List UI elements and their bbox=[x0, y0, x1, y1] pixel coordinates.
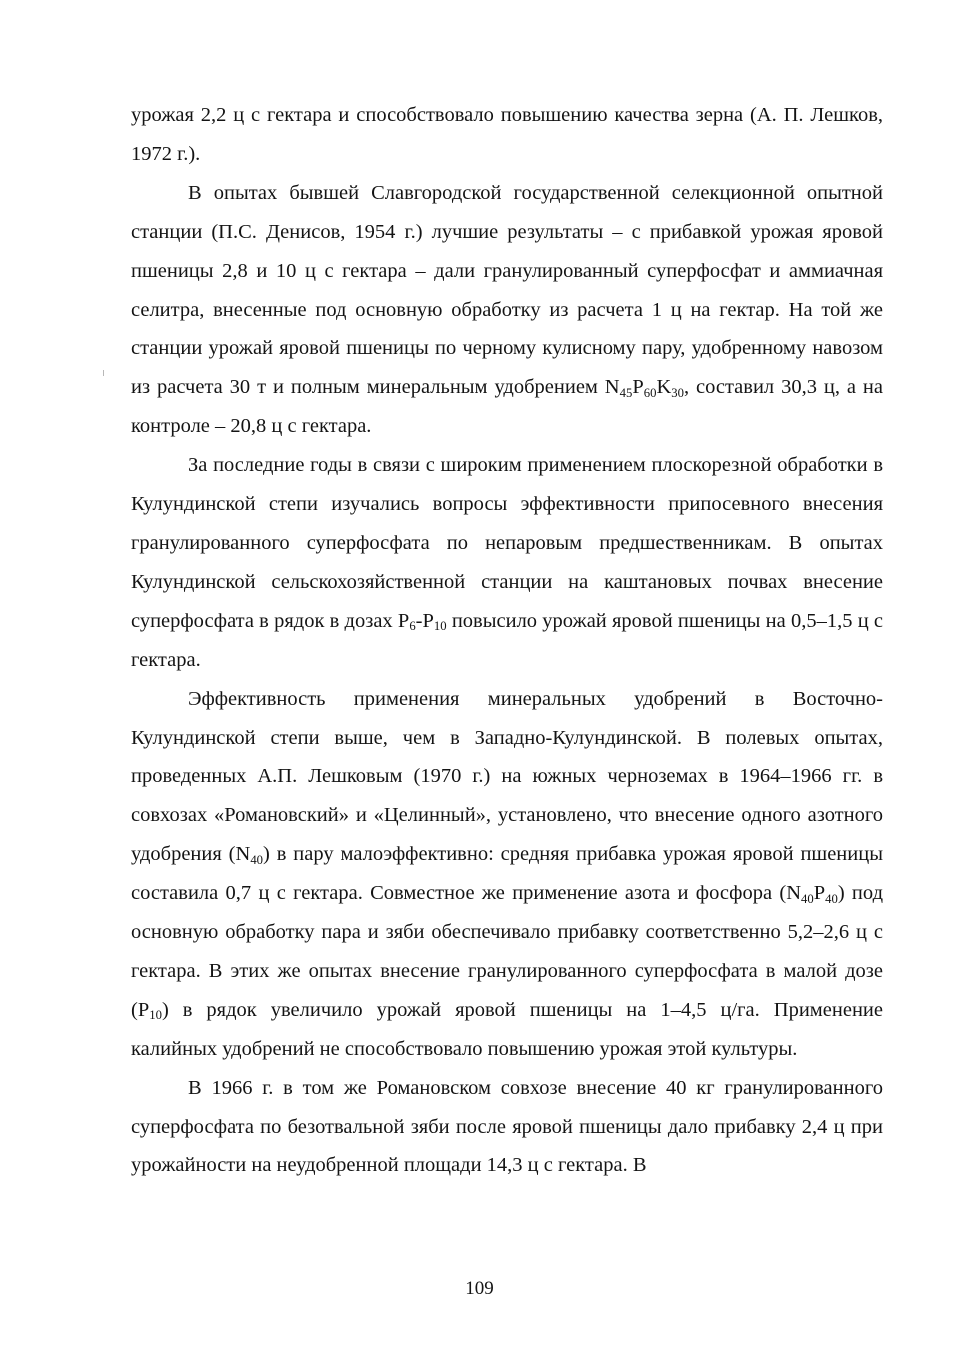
subscript: 10 bbox=[433, 619, 447, 634]
paragraph-3 bbox=[131, 446, 883, 679]
paragraph-1 bbox=[131, 96, 883, 174]
subscript: 45 bbox=[619, 385, 633, 400]
paragraph-4 bbox=[131, 680, 883, 1069]
text-run: , составил 30,3 ц, а на контроле – 20,8 ц с гектара. bbox=[131, 376, 883, 438]
text-run: урожая 2,2 ц с гектара и способствовало повышению качества зерна (А. П. Лешков, 1972 г.). bbox=[131, 104, 883, 165]
text-run: Эффективность применения минеральных удобрений в Восточно-Кулундинской степи выше, чем в Западно-Кулундинской. В полевых опытах, проведенных А.П. Лешковым (1970 г.) на южных черноземах в 1964–1966 гг. в совхозах «Романовский» и «Целинный», установлено, что внесение одного азотного удобрения (N bbox=[131, 687, 883, 866]
page-number: 109 bbox=[465, 1278, 494, 1299]
subscript: 60 bbox=[643, 385, 657, 400]
text-run: -P bbox=[415, 609, 434, 632]
scan-margin-mark bbox=[103, 370, 104, 376]
text-run: P bbox=[632, 376, 644, 399]
subscript: 30 bbox=[671, 385, 684, 400]
subscript: 40 bbox=[250, 852, 264, 867]
text-run: В опытах бывшей Славгородской государственной селекционной опытной станции (П.С. Денисов, 1954 г.) лучшие результаты – с прибавкой урожая яровой пшеницы 2,8 и 10 ц с гектара – дали гранулированный суперфосфат и аммиачная селитра, внесенные под основную обработку из расчета 1 ц на гектар. На той же станции урожай яровой пшеницы по черному кулисному пару, удобренному навозом из расчета 30 т и полным минеральным удобрением N bbox=[131, 181, 883, 399]
text-run: За последние годы в связи с широким применением плоскорезной обработки в Кулундинской степи изучались вопросы эффективности припосевного внесения гранулированного суперфосфата по непаровым предшественникам. В опытах Кулундинской сельскохозяйственной станции на каштановых почвах внесение суперфосфата в рядок в дозах P bbox=[131, 454, 883, 632]
text-run: В 1966 г. в том же Романовском совхозе внесение 40 кг гранулированного суперфосфата по безотвальной зяби после яровой пшеницы дало прибавку 2,4 ц при урожайности на неудобренной площади 14,3 ц с гектара. В bbox=[131, 1076, 883, 1177]
subscript: 40 bbox=[801, 891, 814, 906]
subscript: 10 bbox=[149, 1008, 162, 1023]
text-run: ) в пару малоэффективно: средняя прибавка урожая яровой пшеницы составила 0,7 ц с гектара. Совместное же применение азота и фосфора (N bbox=[131, 843, 883, 905]
paragraph-5 bbox=[131, 1069, 883, 1186]
text-body bbox=[131, 96, 883, 1185]
text-run: ) под основную обработку пара и зяби обеспечивало прибавку соответственно 5,2–2,6 ц с гектара. В этих же опытах внесение гранулированного суперфосфата в малой дозе (P bbox=[131, 882, 883, 1021]
subscript: 40 bbox=[825, 891, 838, 906]
text-run: K bbox=[656, 376, 672, 399]
subscript: 6 bbox=[409, 619, 416, 634]
text-run: P bbox=[813, 882, 826, 905]
text-run: ) в рядок увеличило урожай яровой пшеницы на 1–4,5 ц/га. Применение калийных удобрений не способствовало повышению урожая этой культуры. bbox=[131, 998, 883, 1060]
paragraph-2 bbox=[131, 174, 883, 446]
text-run: повысило урожай яровой пшеницы на 0,5–1,5 ц с гектара. bbox=[131, 609, 884, 671]
